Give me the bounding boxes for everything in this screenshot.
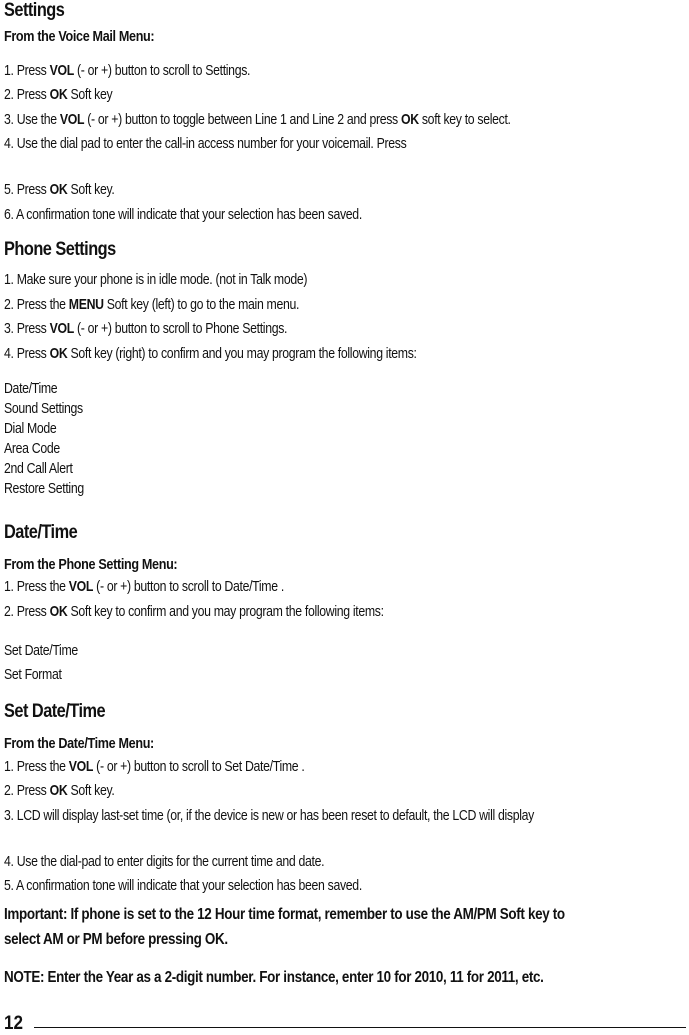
key-ok: OK bbox=[49, 345, 68, 362]
date-time-step-2 bbox=[4, 603, 384, 620]
settings-step-6: 6. A confirmation tone will indicate that your selection has been saved. bbox=[4, 206, 362, 223]
set-date-time-step-2 bbox=[4, 782, 114, 799]
phone-settings-heading: Phone Settings bbox=[4, 239, 116, 260]
text: Soft key bbox=[67, 86, 113, 103]
key-ok: OK bbox=[49, 86, 68, 103]
text: 2. Press bbox=[4, 603, 50, 620]
settings-subheading: From the Voice Mail Menu: bbox=[4, 28, 155, 45]
text: 2. Press the bbox=[4, 296, 69, 313]
list-item: Dial Mode bbox=[4, 420, 57, 437]
text: Soft key (left) to go to the main menu. bbox=[103, 296, 300, 313]
text: 5. Press bbox=[4, 181, 50, 198]
phone-settings-step-1: 1. Make sure your phone is in idle mode. (not in Talk mode) bbox=[4, 271, 308, 288]
key-ok: OK bbox=[49, 181, 68, 198]
set-date-time-step-1 bbox=[4, 758, 304, 775]
page-number: 12 bbox=[4, 1013, 24, 1034]
text: 2. Press bbox=[4, 86, 50, 103]
set-date-time-step-4: 4. Use the dial-pad to enter digits for the current time and date. bbox=[4, 853, 325, 870]
date-time-heading: Date/Time bbox=[4, 522, 78, 543]
phone-settings-step-3 bbox=[4, 320, 287, 337]
settings-step-5 bbox=[4, 181, 114, 198]
date-time-item: Set Format bbox=[4, 666, 62, 683]
settings-step-3 bbox=[4, 111, 511, 128]
text: 1. Press the bbox=[4, 758, 69, 775]
text: Soft key (right) to confirm and you may program the following items: bbox=[67, 345, 417, 362]
text: (- or +) button to toggle between Line 1 and Line 2 and press bbox=[84, 111, 401, 128]
text: 3. Press bbox=[4, 320, 50, 337]
key-vol: VOL bbox=[68, 578, 94, 595]
list-item: Restore Setting bbox=[4, 480, 84, 497]
key-vol: VOL bbox=[68, 758, 94, 775]
settings-step-4: 4. Use the dial pad to enter the call-in access number for your voicemail. Press bbox=[4, 135, 407, 152]
set-date-time-subheading: From the Date/Time Menu: bbox=[4, 735, 154, 752]
text: (- or +) button to scroll to Phone Settings. bbox=[73, 320, 288, 337]
date-time-subheading: From the Phone Setting Menu: bbox=[4, 556, 178, 573]
phone-settings-item-list bbox=[4, 379, 84, 499]
text: (- or +) button to scroll to Date/Time . bbox=[93, 578, 284, 595]
phone-settings-step-4 bbox=[4, 345, 417, 362]
text: Soft key. bbox=[67, 782, 115, 799]
key-vol: VOL bbox=[49, 320, 74, 337]
set-date-time-step-5: 5. A confirmation tone will indicate that your selection has been saved. bbox=[4, 877, 362, 894]
text: (- or +) button to scroll to Set Date/Time . bbox=[93, 758, 305, 775]
text: 4. Press bbox=[4, 345, 50, 362]
important-note-line-1: Important: If phone is set to the 12 Hour time format, remember to use the AM/PM Soft key to bbox=[4, 906, 565, 923]
text: 1. Press the bbox=[4, 578, 69, 595]
text: 1. Press bbox=[4, 62, 50, 79]
date-time-step-1 bbox=[4, 578, 284, 595]
settings-step-2 bbox=[4, 86, 112, 103]
text: Soft key. bbox=[67, 181, 115, 198]
key-menu: MENU bbox=[68, 296, 104, 313]
key-vol: VOL bbox=[49, 62, 74, 79]
phone-settings-step-2 bbox=[4, 296, 299, 313]
set-date-time-step-3: 3. LCD will display last-set time (or, if the device is new or has been reset to default, the LCD will display bbox=[4, 807, 534, 824]
set-date-time-heading: Set Date/Time bbox=[4, 701, 106, 722]
key-vol: VOL bbox=[59, 111, 85, 128]
key-ok: OK bbox=[49, 782, 68, 799]
settings-heading: Settings bbox=[4, 0, 65, 21]
year-format-note: NOTE: Enter the Year as a 2-digit number. For instance, enter 10 for 2010, 11 for 2011, etc. bbox=[4, 969, 544, 986]
text: soft key to select. bbox=[418, 111, 511, 128]
text: Soft key to confirm and you may program the following items: bbox=[67, 603, 384, 620]
list-item: Area Code bbox=[4, 440, 60, 457]
text: (- or +) button to scroll to Settings. bbox=[73, 62, 251, 79]
footer-rule bbox=[34, 1027, 686, 1028]
text: 3. Use the bbox=[4, 111, 60, 128]
date-time-item: Set Date/Time bbox=[4, 642, 78, 659]
list-item: Date/Time bbox=[4, 380, 58, 397]
settings-step-1 bbox=[4, 62, 250, 79]
key-ok: OK bbox=[49, 603, 68, 620]
list-item: 2nd Call Alert bbox=[4, 460, 73, 477]
important-note-line-2: select AM or PM before pressing OK. bbox=[4, 931, 228, 948]
text: 2. Press bbox=[4, 782, 50, 799]
key-ok: OK bbox=[400, 111, 419, 128]
list-item: Sound Settings bbox=[4, 400, 83, 417]
